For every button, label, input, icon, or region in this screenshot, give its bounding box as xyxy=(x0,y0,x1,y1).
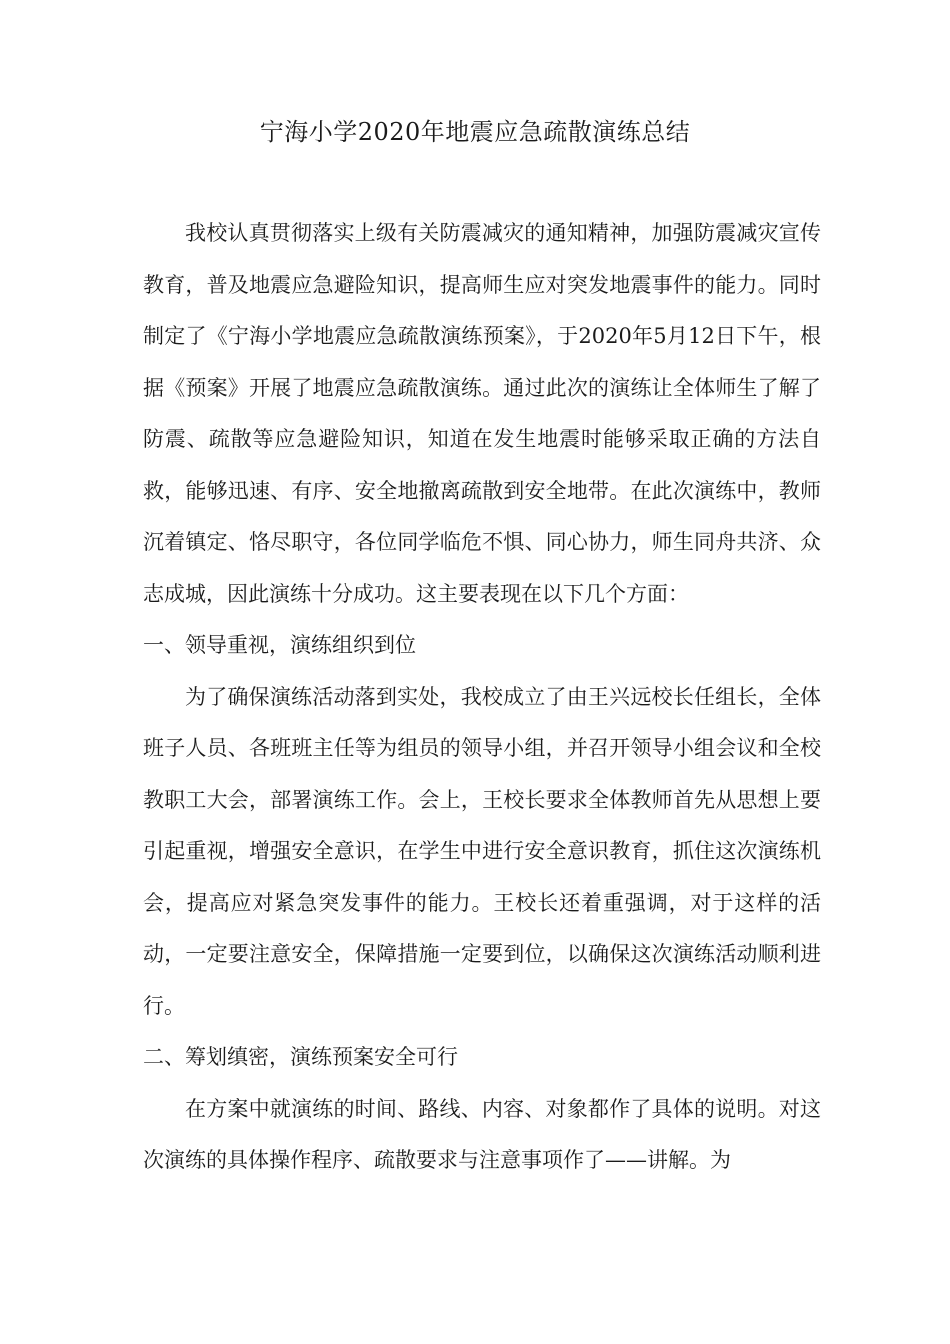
section-heading-2: 二、筹划缜密，演练预案安全可行 xyxy=(143,1045,458,1069)
section-heading-1: 一、领导重视，演练组织到位 xyxy=(143,633,416,657)
paragraph-section-2: 在方案中就演练的时间、路线、内容、对象都作了具体的说明。对这次演练的具体操作程序、疏散要求与注意事项作了——讲解。为 xyxy=(143,1096,821,1172)
document-title: 宁海小学2020年地震应急疏散演练总结 xyxy=(259,118,691,146)
paragraph-section-1: 为了确保演练活动落到实处，我校成立了由王兴远校长任组长，全体班子人员、各班班主任等为组员的领导小组，并召开领导小组会议和全校教职工大会，部署演练工作。会上，王校长要求全体教师首先从思想上要引起重视，增强安全意识，在学生中进行安全意识教育，抓住这次演练机会，提高应对紧急突发事件的能力。王校长还着重强调，对于这样的活动，一定要注意安全，保障措施一定要到位，以确保这次演练活动顺利进行。 xyxy=(143,684,821,1018)
paragraph-intro: 我校认真贯彻落实上级有关防震减灾的通知精神，加强防震减灾宣传教育，普及地震应急避险知识，提高师生应对突发地震事件的能力。同时制定了《宁海小学地震应急疏散演练预案》，于2020年5月12日下午，根据《预案》开展了地震应急疏散演练。通过此次的演练让全体师生了解了防震、疏散等应急避险知识，知道在发生地震时能够采取正确的方法自救，能够迅速、有序、安全地撤离疏散到安全地带。在此次演练中，教师沉着镇定、恪尽职守，各位同学临危不惧、同心协力，师生同舟共济、众志成城，因此演练十分成功。这主要表现在以下几个方面： xyxy=(143,221,821,606)
document-body xyxy=(143,208,821,1187)
